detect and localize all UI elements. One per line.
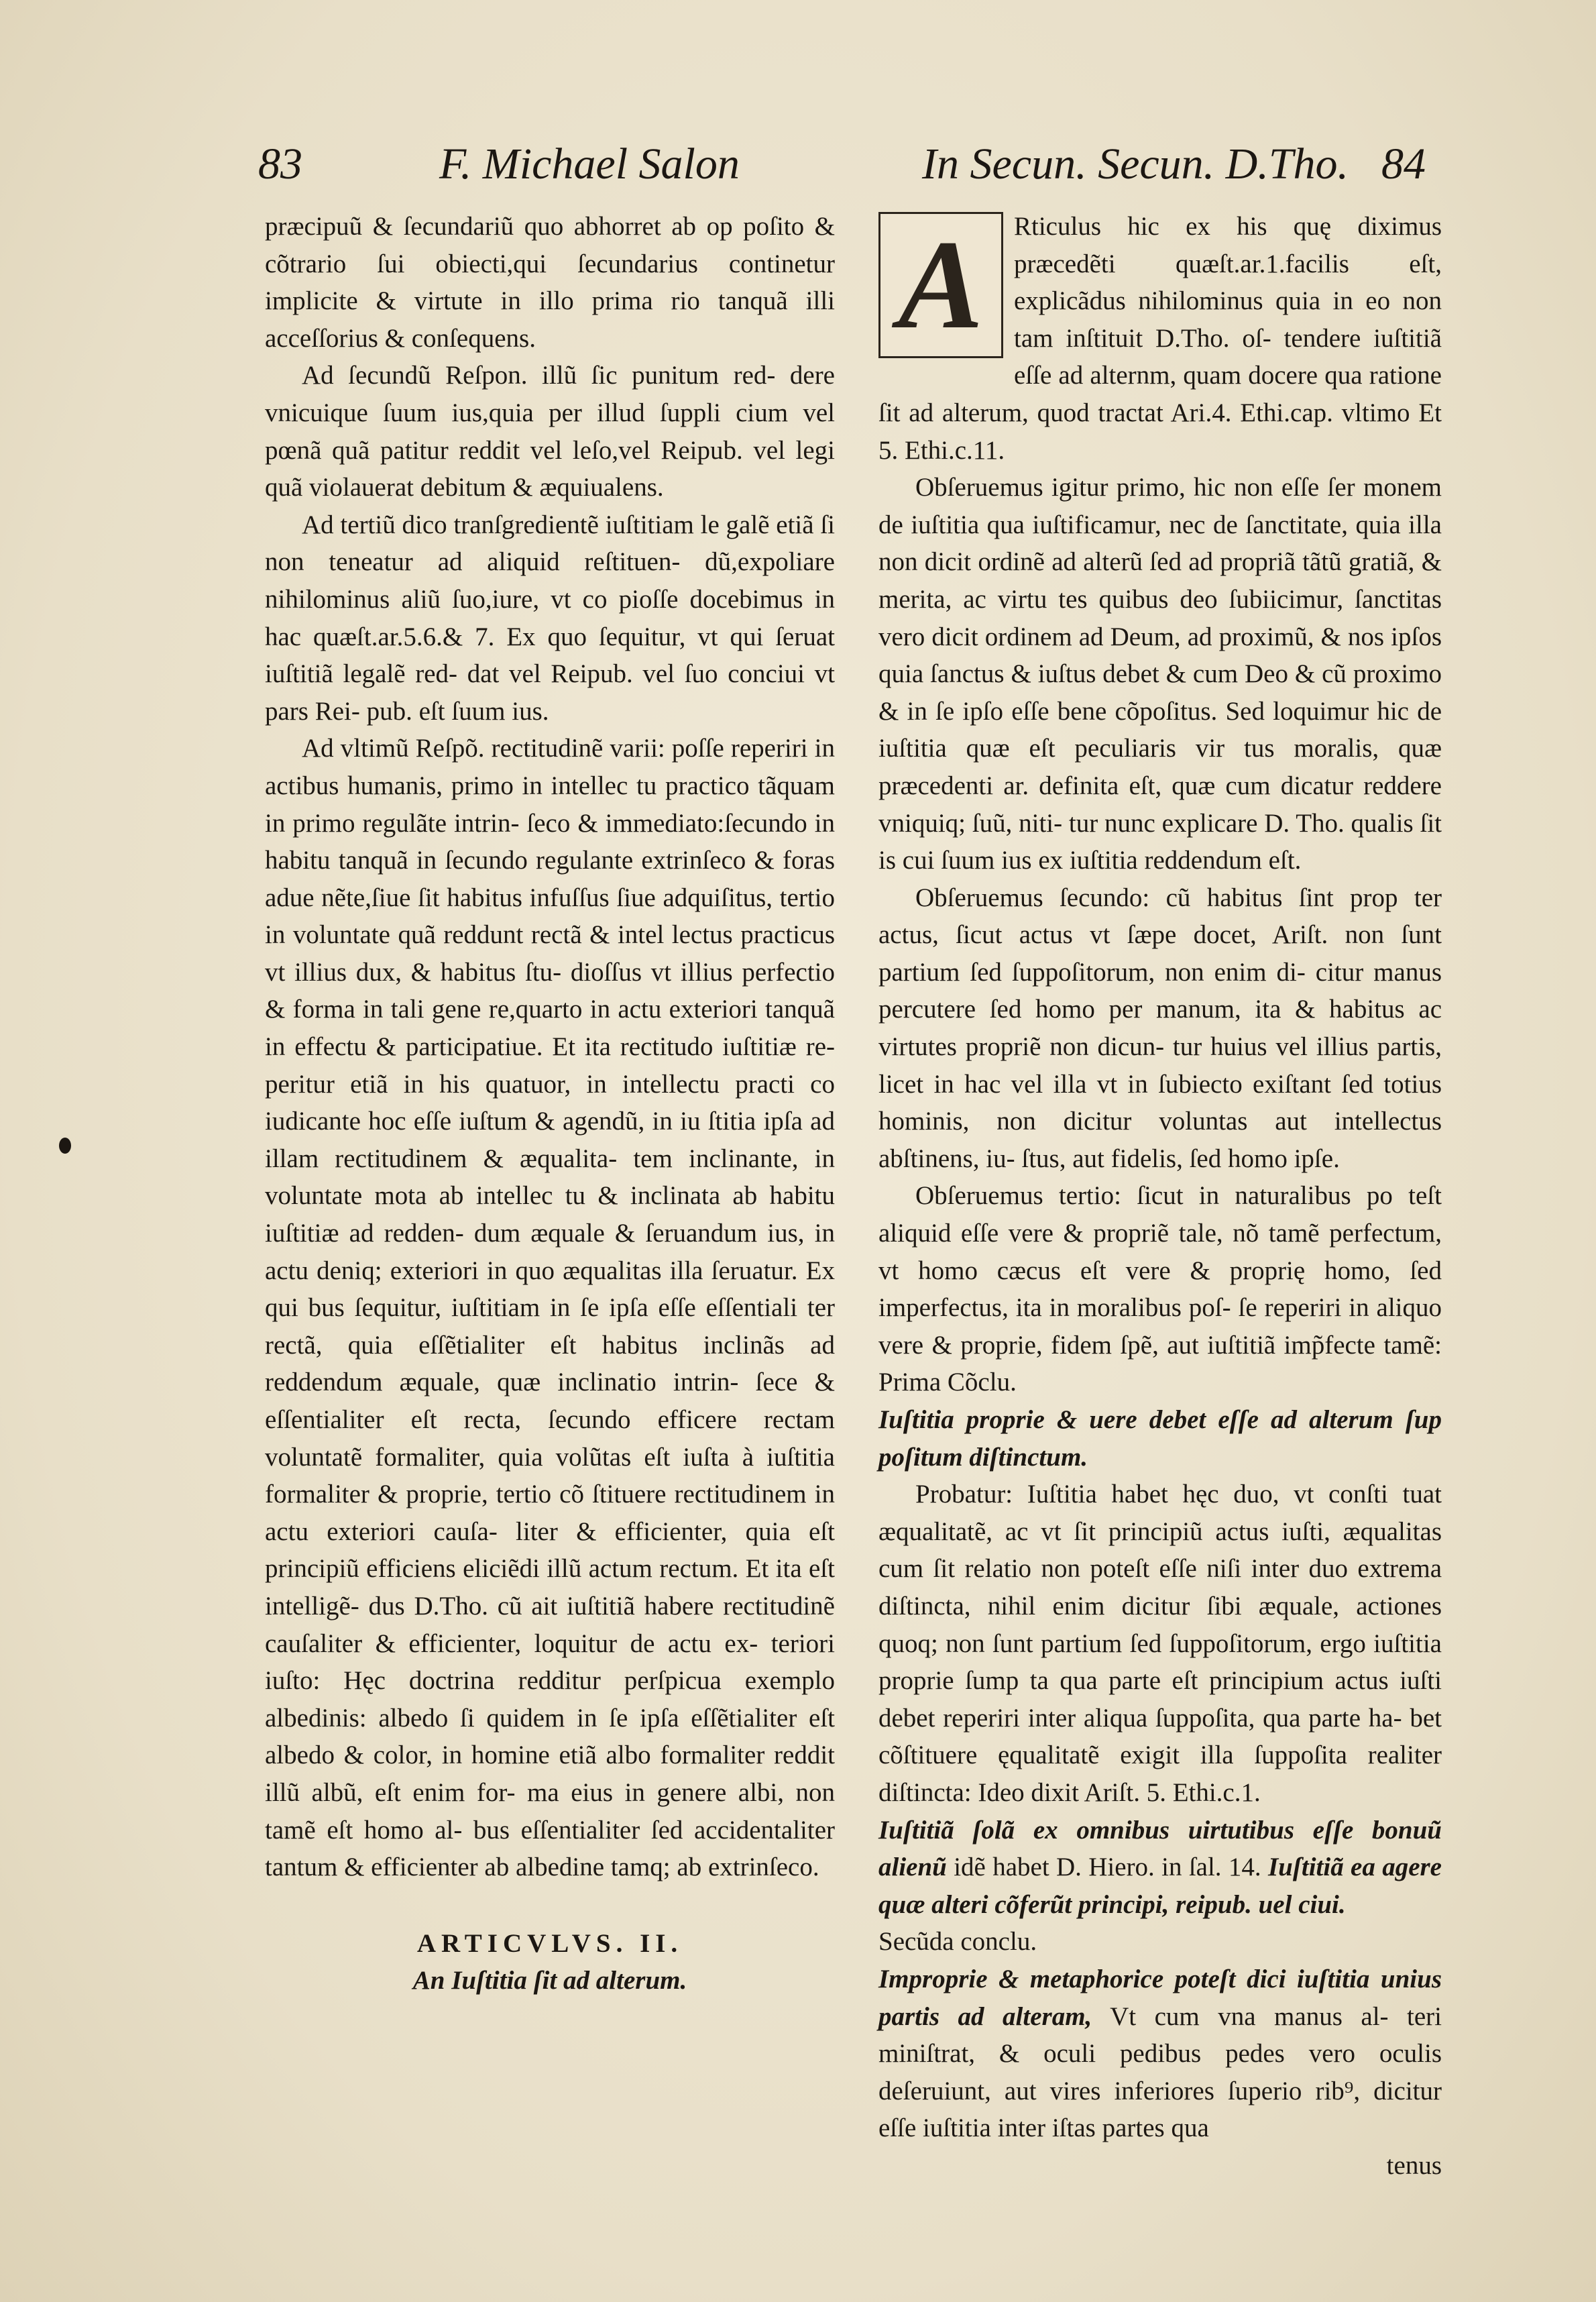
running-header	[0, 138, 1596, 198]
running-title-left: F. Michael Salon	[439, 140, 740, 188]
decorated-initial: A	[878, 212, 1003, 358]
page-number-right: 84	[1381, 140, 1426, 188]
paragraph: Rticulus hic ex his quę diximus præcedẽti quæſt.ar.1.facilis eſt, explicãdus nihilominus quia in eo non tam inſtituit D.Tho. oſ- tendere iuſtitiã eſſe ad alternm, quam docere qua ratione ſit ad alterum, quod tractat Ari.4. Ethi.cap. vltimo Et 5. Ethi.c.11.	[878, 212, 1442, 465]
quote: Iuſtitiã ea agere quæ alteri cõferũt principi, reipub. uel ciui.	[878, 1853, 1442, 1919]
conclusion-one: Iuſtitia proprie & uere debet eſſe ad alterum ſup poſitum diſtinctum.	[878, 1405, 1442, 1472]
left-column	[265, 208, 835, 1999]
paragraph: Probatur: Iuſtitia habet hęc duo, vt conſti tuat æqualitatẽ, ac vt ſit principiũ actus iuſti, æqualitas cum ſit relatio non poteſt eſſe niſi inter duo extrema diſtincta, nihil enim dicitur ſibi æquale, actiones quoq; non ſunt partium ſed ſuppoſitorum, ergo iuſtitia proprie ſump ta qua parte eſt principium actus iuſti debet reperiri inter aliqua ſuppoſita, qua parte ha- bet cõſtituere ęqualitatẽ exigit illa ſuppoſita realiter diſtincta: Ideo dixit Ariſt. 5. Ethi.c.1.	[878, 1480, 1442, 1807]
conclusion-two-text: Vt cum vna manus al- teri miniſtrat, & oculi pedibus pedes vero oculis deſeruiunt, aut vires inferiores ſuperio rib⁹, dicitur eſſe iuſtitia inter iſtas partes qua	[878, 2002, 1442, 2143]
paragraph	[878, 1961, 1442, 2147]
ink-spot	[59, 1138, 71, 1154]
paragraph: Ad vltimũ Reſpõ. rectitudinẽ varii: poſſe reperiri in actibus humanis, primo in intellec tu practico tãquam in primo regulãte intrin- ſeco & immediato:ſecundo in habitu tanquã in ſecundo regulante extrinſeco & foras adue nẽte,ſiue ſit habitus infuſſus ſiue adquiſitus, tertio in voluntate quã reddunt rectã & intel lectus practicus vt illius dux, & habitus ſtu- dioſſus vt illius perfectio & forma in tali gene re,quarto in actu exteriori tanquã in effectu & participatiue. Et ita rectitudo iuſtitiæ re- peritur etiã in his quatuor, in intellectu practi co iudicante hoc eſſe iuſtum & agendũ, in iu ſtitia ipſa ad illam rectitudinem & æqualita- tem inclinante, in voluntate mota ab intellec tu & inclinata ab habitu iuſtitiæ ad redden- dum æquale & ſeruandum ius, in actu deniq; exteriori in quo æqualitas illa ſeruatur. Ex qui bus ſequitur, iuſtitiam in ſe ipſa eſſe eſſentiali ter rectã, quia eſſẽtialiter eſt habitus inclinãs ad reddendum æquale, quæ inclinatio intrin- ſece & eſſentialiter eſt recta, ſecundo efficere rectam voluntatẽ formaliter, quia volũtas eſt iuſta à iuſtitia formaliter & proprie, tertio cõ ſtituere rectitudinem in actu exteriori cauſa- liter & efficienter, quia eſt principiũ efficiens eliciẽdi illũ actum rectum. Et ita eſt intelligẽ- dus D.Tho. cũ ait iuſtitiã habere rectitudinẽ cauſaliter & efficienter, loquitur de actu ex- teriori iuſto: Hęc doctrina redditur perſpicua exemplo albedinis: albedo ſi quidem in ſe ipſa eſſẽtialiter eſt albedo & color, in homine etiã albo formaliter reddit illũ albũ, eſt enim for- ma eius in genere albi, non tamẽ eſt homo al- bus eſſentialiter ſed accidentaliter tantum & efficienter ab albedine tamq; ab extrinſeco.	[265, 734, 835, 1882]
catchword: tenus	[1386, 2150, 1442, 2180]
page-number-left: 83	[258, 140, 302, 188]
citation: idẽ habet D. Hiero. in ſal. 14.	[954, 1853, 1261, 1882]
right-column	[878, 208, 1442, 2184]
quote: Iuſtitiã ſolã ex omnibus uirtutibus eſſe bonuũ alienũ	[878, 1815, 1442, 1882]
article-heading: ARTICVLVS. II.	[416, 1928, 683, 1958]
running-title-right: In Secun. Secun. D.Tho.	[922, 140, 1349, 188]
paragraph: Ad ſecundũ Reſpon. illũ ſic punitum red- dere vnicuique ſuum ius,quia per illud ſuppli cium vel pœnã quã patitur reddit vel leſo,vel Reipub. vel legi quã violauerat debitum & æquiualens.	[265, 361, 835, 502]
paragraph: Obſeruemus tertio: ſicut in naturalibus po teſt aliquid eſſe vere & propriẽ tale, nõ tamẽ perfectum, vt homo cæcus eſt vere & proprię homo, ſed imperfectus, ita in moralibus poſ- ſe reperiri in aliquo vere & proprie, fidem ſpẽ, aut iuſtitiã imp̃fecte tamẽ: Prima Cõclu.	[878, 1181, 1442, 1397]
paragraph: Ad tertiũ dico tranſgredientẽ iuſtitiam le galẽ etiã ſi non teneatur ad aliquid reſtituen- dũ,expoliare nihilominus aliũ ſuo,iure, vt co pioſſe docebimus in hac quæſt.ar.5.6.& 7. Ex quo ſequitur, vt qui ſeruat iuſtitiã legalẽ red- dat vel Reipub. vel ſuo conciui vt pars Rei- pub. eſt ſuum ius.	[265, 510, 835, 726]
paragraph: Obſeruemus igitur primo, hic non eſſe ſer monem de iuſtitia qua iuſtificamur, nec de ſanctitate, quia illa non dicit ordinẽ ad alterũ ſed ad propriã tãtũ gratiã, & merita, ac virtu tes quibus deo ſubiicimur, ſanctitas vero dicit ordinem ad Deum, ad proximũ, & nos ipſos quia ſanctus & iuſtus debet & cum Deo & cũ proximo & in ſe ipſo eſſe bene cõpoſitus. Sed loquimur hic de iuſtitia quæ eſt peculiaris vir tus moralis, quæ præcedenti ar. definita eſt, quæ cum dicatur reddere vniquiq; ſuũ, niti- tur nunc explicare D. Tho. qualis ſit is cui ſuum ius ex iuſtitia reddendum eſt.	[878, 473, 1442, 875]
paragraph: Obſeruemus ſecundo: cũ habitus ſint prop ter actus, ſicut actus vt ſæpe docet, Ariſt. non ſunt partium ſed ſuppoſitorum, non enim di- citur manus percutere ſed homo per manum, ita & habitus ac virtutes propriẽ non dicun- tur huius vel illius partis, licet in hac vel illa vt in ſubiecto exiſtant ſed totius hominis, non dicitur voluntas aut intellectus abſtinens, iu- ſtus, aut fidelis, ſed homo ipſe.	[878, 883, 1442, 1173]
article-question: An Iuſtitia ſit ad alterum.	[412, 1966, 687, 1995]
conclusion-label: Secũda conclu.	[878, 1927, 1037, 1957]
conclusion-two: Improprie & metaphorice poteſt dici iuſtitia unius partis ad alteram,	[878, 1964, 1442, 2031]
paragraph: præcipuũ & ſecundariũ quo abhorret ab op poſito & cõtrario ſui obiecti,qui ſecundarius continetur implicite & virtute in illo prima rio tanquã illi acceſſorius & conſequens.	[265, 212, 835, 353]
quote-paragraph	[878, 1812, 1442, 1924]
